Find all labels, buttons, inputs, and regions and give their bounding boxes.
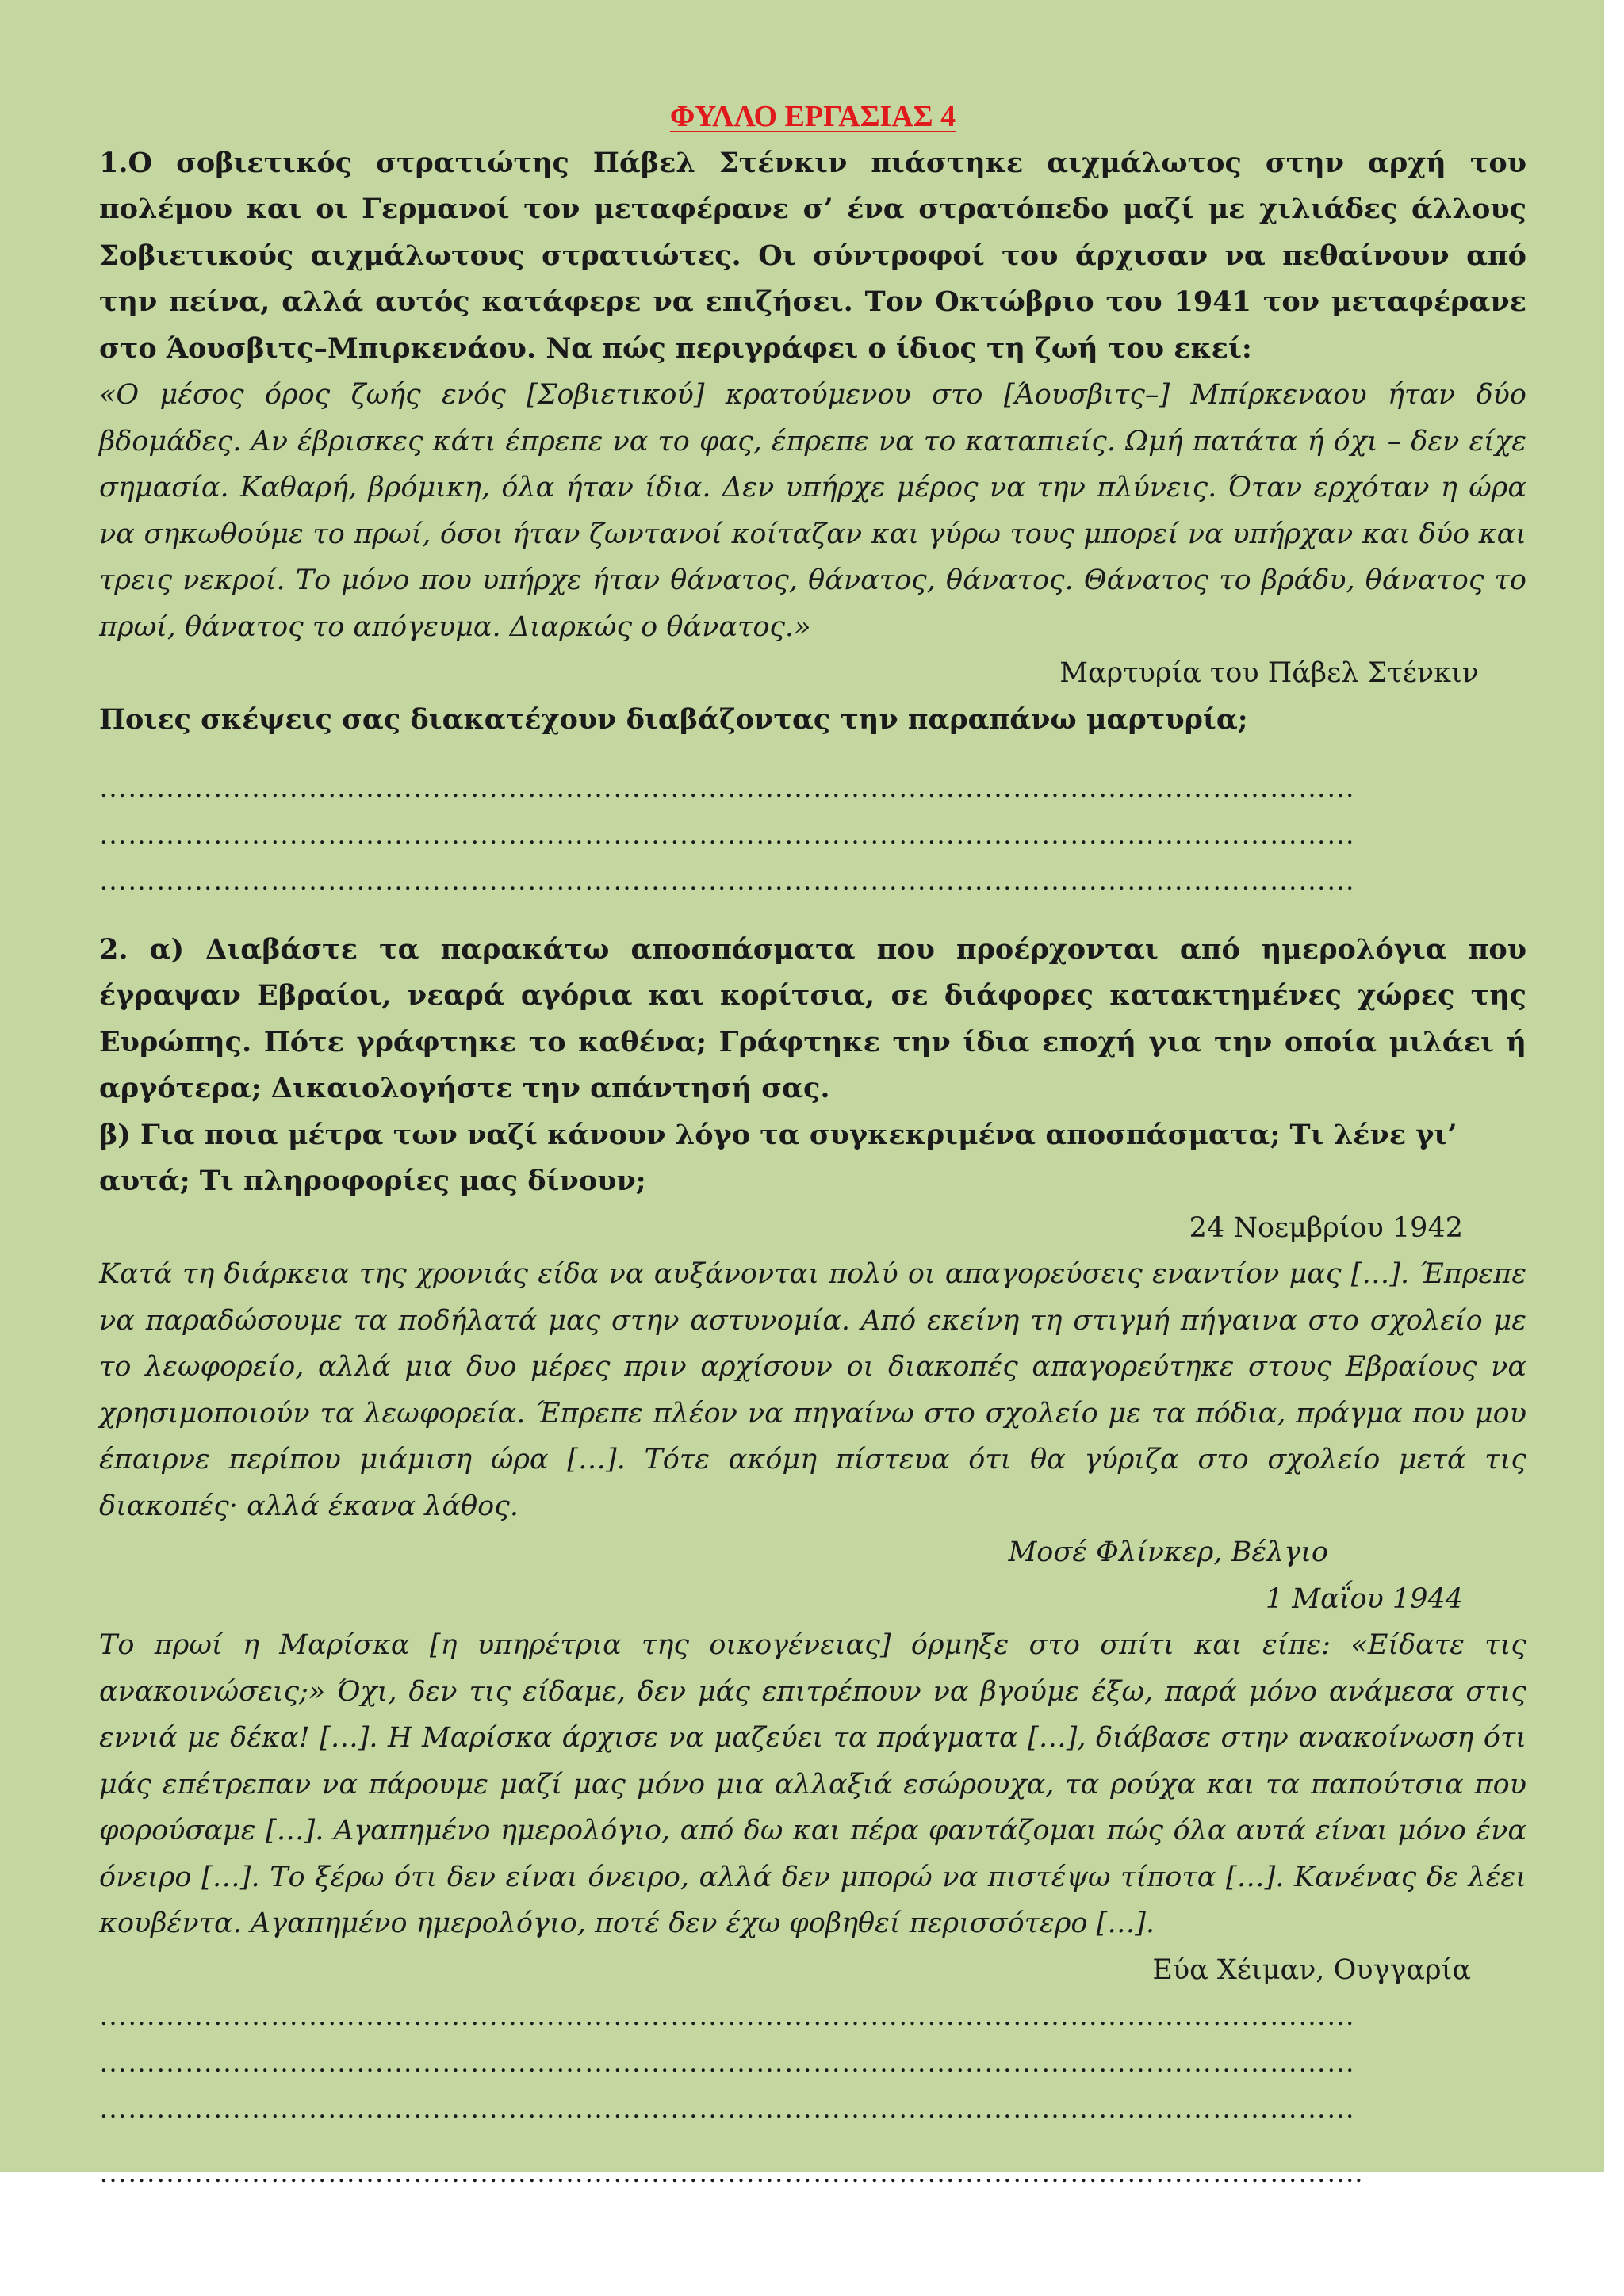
q2-part-b: β) Για ποια μέτρα των ναζί κάνουν λόγο τα συγκεκριμένα αποσπάσματα; Τι λένε γι’ αυτά; Τι πληροφορίες μας δίνουν; — [99, 1118, 1457, 1197]
diary1-text: Κατά τη διάρκεια της χρονιάς είδα να αυξάνονται πολύ οι απαγορεύσεις εναντίον μας […]. Έπρεπε να παραδώσουμε τα ποδήλατά μας στην αστυνομία. Από εκείνη τη στιγμή πήγαινα στο σχολείο με το λεωφορείο, αλλά μια δυο μέρες πριν αρχίσουν οι διακοπές απαγορεύτηκε στους Εβραίους να χρησιμοποιούν τα λεωφορεία. Έπρεπε πλέον να πηγαίνω στο σχολείο με τα πόδια, πράγμα που μου έπαιρνε περίπου μιάμιση ώρα […]. Τότε ακόμη πίστευα ότι θα γύριζα στο σχολείο μετά τις διακοπές· αλλά έκανα λάθος. — [99, 1258, 1526, 1522]
q2-answer-line: …………………………………………………………………………………………………………………… — [99, 2000, 1355, 2031]
q2-answer-line: …………………………………………………………………………………………………………………… — [99, 2046, 1355, 2078]
q1-answer-line: …………………………………………………………………………………………………………………… — [99, 865, 1355, 896]
diary2-date: 1 Μαΐου 1944 — [1265, 1582, 1463, 1615]
q1-attribution: Μαρτυρία του Πάβελ Στένκιν — [1059, 657, 1479, 689]
q1-answer-line: …………………………………………………………………………………………………………………… — [99, 772, 1355, 803]
diary1-date: 24 Νοεμβρίου 1942 — [1189, 1211, 1463, 1244]
q1-answer-line: …………………………………………………………………………………………………………………… — [99, 818, 1355, 850]
worksheet-title: ΦΥΛΛΟ ΕΡΓΑΣΙΑΣ 4 — [669, 100, 956, 133]
q2-answer-line: ……………………………………………………………………………………………………………………. — [99, 2157, 1363, 2188]
q2-final-answer-area — [99, 2150, 1526, 2197]
diary1-author: Μοσέ Φλίνκερ, Βέλγιο — [1008, 1536, 1328, 1568]
diary2-author: Εύα Χέιμαν, Ουγγαρία — [1152, 1954, 1471, 1986]
q1-question: Ποιες σκέψεις σας διακατέχουν διαβάζοντας την παραπάνω μαρτυρία; — [99, 702, 1248, 736]
q1-testimony-quote: «Ο μέσος όρος ζωής ενός [Σοβιετικού] κρατούμενου στο [Άουσβιτς–] Μπίρκεναου ήταν δύο βδομάδες. Αν έβρισκες κάτι έπρεπε να το φας, έπρεπε να το καταπιείς. Ωμή πατάτα ή όχι – δεν είχε σημασία. Καθαρή, βρόμικη, όλα ήταν ίδια. Δεν υπήρχε μέρος να την πλύνεις. Όταν ερχόταν η ώρα να σηκωθούμε το πρωί, όσοι ήταν ζωντανοί κοίταζαν και γύρω τους μπορεί να υπήρχαν και δύο και τρεις νεκροί. Το μόνο που υπήρχε ήταν θάνατος, θάνατος, θάνατος. Θάνατος το βράδυ, θάνατος το πρωί, θάνατος το απόγευμα. Διαρκώς ο θάνατος.» — [99, 379, 1526, 643]
worksheet-content — [99, 94, 1526, 2133]
q2-answer-line: …………………………………………………………………………………………………………………… — [99, 2093, 1355, 2124]
diary2-text: Το πρωί η Μαρίσκα [η υπηρέτρια της οικογένειας] όρμηξε στο σπίτι και είπε: «Είδατε τις ανακοινώσεις;» Όχι, δεν τις είδαμε, δεν μάς επιτρέπουν να βγούμε έξω, παρά μόνο ανάμεσα στις εννιά με δέκα! […]. Η Μαρίσκα άρχισε να μαζεύει τα πράγματα […], διάβασε στην ανακοίνωση ότι μάς επέτρεπαν να πάρουμε μαζί μας μόνο μια αλλαξιά εσώρουχα, τα ρούχα και τα παπούτσια που φορούσαμε […]. Αγαπημένο ημερολόγιο, από δω και πέρα φαντάζομαι πώς όλα αυτά είναι μόνο ένα όνειρο […]. Το ξέρω ότι δεν είναι όνειρο, αλλά δεν μπορώ να πιστέψω τίποτα […]. Κανένας δε λέει κουβέντα. Αγαπημένο ημερολόγιο, ποτέ δεν έχω φοβηθεί περισσότερο […]. — [99, 1629, 1526, 1939]
q1-intro: 1.Ο σοβιετικός στρατιώτης Πάβελ Στένκιν πιάστηκε αιχμάλωτος στην αρχή του πολέμου και οι Γερμανοί τον μεταφέρανε σ’ ένα στρατόπεδο μαζί με χιλιάδες άλλους Σοβιετικούς αιχμάλωτους στρατιώτες. Οι σύντροφοί του άρχισαν να πεθαίνουν από την πείνα, αλλά αυτός κατάφερε να επιζήσει. Τον Οκτώβριο του 1941 τον μεταφέρανε στο Άουσβιτς–Μπιρκενάου. Να πώς περιγράφει ο ίδιος τη ζωή του εκεί: — [99, 146, 1526, 365]
q2-part-a: 2. α) Διαβάστε τα παρακάτω αποσπάσματα που προέρχονται από ημερολόγια που έγραψαν Εβραίοι, νεαρά αγόρια και κορίτσια, σε διάφορες κατακτημένες χώρες της Ευρώπης. Πότε γράφτηκε το καθένα; Γράφτηκε την ίδια εποχή για την οποία μιλάει ή αργότερα; Δικαιολογήστε την απάντησή σας. — [99, 932, 1526, 1104]
